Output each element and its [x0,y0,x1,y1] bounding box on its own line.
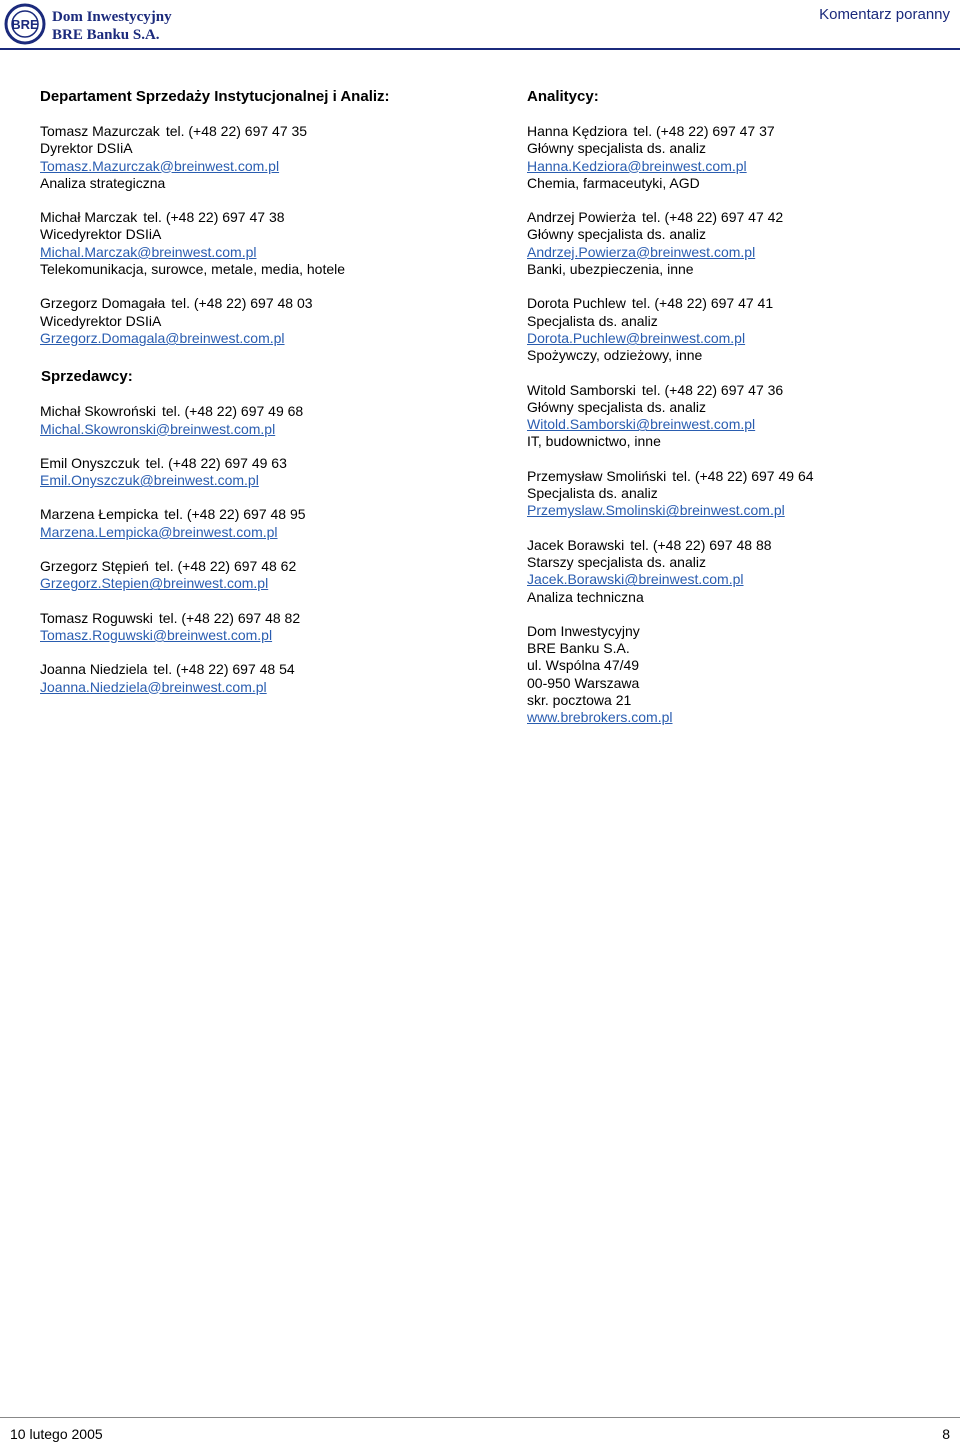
contact-tel: tel. (+48 22) 697 47 38 [143,209,285,226]
contact-tel: tel. (+48 22) 697 48 03 [171,295,313,312]
contact-entry [40,661,490,696]
contact-note: IT, budownictwo, inne [527,433,661,450]
contact-name: Grzegorz Stępień [40,558,149,575]
contact-role: Specjalista ds. analiz [527,312,658,329]
email-link[interactable]: Grzegorz.Domagala@breinwest.com.pl [40,329,285,346]
contact-name: Grzegorz Domagała [40,295,166,312]
contact-tel: tel. (+48 22) 697 48 62 [154,558,297,575]
contact-role: Specjalista ds. analiz [527,485,658,502]
email-link[interactable]: Marzena.Lempicka@breinwest.com.pl [40,523,278,540]
contact-entry [527,382,947,451]
email-link[interactable]: Andrzej.Powierza@breinwest.com.pl [527,243,756,260]
email-link[interactable]: Joanna.Niedziela@breinwest.com.pl [40,678,267,695]
contact-tel: tel. (+48 22) 697 47 35 [165,123,308,139]
contact-role: Starszy specjalista ds. analiz [527,553,706,570]
page-number: 8 [942,1426,950,1442]
contact-note: Chemia, farmaceutyki, AGD [527,174,700,191]
contact-tel: tel. (+48 22) 697 49 63 [145,454,287,471]
contact-role: Wicedyrektor DSIiA [40,312,162,329]
contact-role: Główny specjalista ds. analiz [527,226,706,243]
dept-title: Departament Sprzedaży Instytucjonalnej i Analiz: [40,88,390,105]
email-link[interactable]: Emil.Onyszczuk@breinwest.com.pl [40,472,259,489]
contact-name: Emil Onyszczuk [40,454,140,471]
contact-tel: tel. (+48 22) 697 49 68 [161,403,304,420]
contact-role: Główny specjalista ds. analiz [527,140,706,157]
email-link[interactable]: Jacek.Borawski@breinwest.com.pl [527,571,744,588]
contact-name: Marzena Łempicka [40,506,159,523]
contact-entry [527,295,947,364]
report-type: Komentarz poranny [819,6,950,23]
contact-entry [40,403,490,438]
contact-entry [527,209,947,278]
sales-title: Sprzedawcy: [41,368,133,386]
email-link[interactable]: Michal.Marczak@breinwest.com.pl [40,243,257,260]
contact-entry [527,468,947,520]
email-link[interactable]: Hanna.Kedziora@breinwest.com.pl [527,157,747,174]
contact-note: Telekomunikacja, surowce, metale, media, hotele [40,261,346,278]
contact-note: Analiza techniczna [527,588,644,605]
contact-name: Tomasz Roguwski [40,609,153,626]
contact-name: Dorota Puchlew [527,295,626,312]
contact-entry [40,610,490,645]
contact-note: Banki, ubezpieczenia, inne [527,261,694,278]
contact-tel: tel. (+48 22) 697 48 95 [164,506,306,523]
left-column [40,88,490,713]
svg-text:BRE Banku S.A.: BRE Banku S.A. [52,27,160,43]
contact-role: Główny specjalista ds. analiz [527,398,706,415]
analysts-title: Analitycy: [527,88,599,105]
right-column [527,88,947,744]
email-link[interactable]: Tomasz.Mazurczak@breinwest.com.pl [40,157,280,174]
contact-tel: tel. (+48 22) 697 47 41 [631,295,774,312]
page-footer [0,1417,960,1442]
contact-note: Spożywczy, odzieżowy, inne [527,347,703,364]
email-link[interactable]: Przemyslaw.Smolinski@breinwest.com.pl [527,502,785,519]
company-address [527,623,947,727]
email-link[interactable]: Dorota.Puchlew@breinwest.com.pl [527,329,746,346]
contact-name: Michał Skowroński [40,403,156,420]
page-header [0,0,960,48]
contact-role: Wicedyrektor DSIiA [40,226,162,243]
contact-tel: tel. (+48 22) 697 47 42 [641,209,784,226]
address-company: Dom Inwestycyjny [527,622,640,639]
address-street: ul. Wspólna 47/49 [527,657,640,674]
contact-entry [40,209,490,278]
contact-name: Jacek Borawski [527,536,625,553]
address-city: 00-950 Warszawa [527,674,640,691]
email-link[interactable]: Witold.Samborski@breinwest.com.pl [527,416,756,433]
contact-tel: tel. (+48 22) 697 49 64 [672,467,814,484]
contact-name: Joanna Niedziela [40,661,148,678]
website-link[interactable]: www.brebrokers.com.pl [527,709,673,726]
contact-note: Analiza strategiczna [40,174,166,191]
contact-entry [40,123,490,192]
footer-divider [0,1417,960,1418]
svg-text:Dom Inwestycyjny: Dom Inwestycyjny [52,9,172,25]
address-pobox: skr. pocztowa 21 [527,692,632,709]
contact-name: Hanna Kędziora [527,123,628,139]
contact-tel: tel. (+48 22) 697 47 37 [633,123,775,139]
svg-text:BRE: BRE [11,17,39,32]
contact-tel: tel. (+48 22) 697 47 36 [641,381,784,398]
contact-name: Michał Marczak [40,209,138,226]
contact-entry [40,506,490,541]
contact-entry [40,558,490,593]
bre-logo [4,3,194,45]
contact-name: Tomasz Mazurczak [40,123,160,139]
contact-tel: tel. (+48 22) 697 48 82 [158,609,301,626]
contact-role: Dyrektor DSIiA [40,140,133,157]
email-link[interactable]: Grzegorz.Stepien@breinwest.com.pl [40,575,269,592]
contact-tel: tel. (+48 22) 697 48 54 [153,661,295,678]
contact-name: Andrzej Powierża [527,209,636,226]
footer-date: 10 lutego 2005 [10,1426,103,1442]
contact-entry [40,455,490,490]
address-bank: BRE Banku S.A. [527,640,630,657]
email-link[interactable]: Michal.Skowronski@breinwest.com.pl [40,420,276,437]
contact-tel: tel. (+48 22) 697 48 88 [630,536,772,553]
contact-name: Witold Samborski [527,381,636,398]
header-divider [0,48,960,50]
contact-entry [40,295,490,347]
email-link[interactable]: Tomasz.Roguwski@breinwest.com.pl [40,626,273,643]
contact-entry [527,537,947,606]
contact-entry [527,123,947,192]
contact-name: Przemysław Smoliński [527,467,667,484]
